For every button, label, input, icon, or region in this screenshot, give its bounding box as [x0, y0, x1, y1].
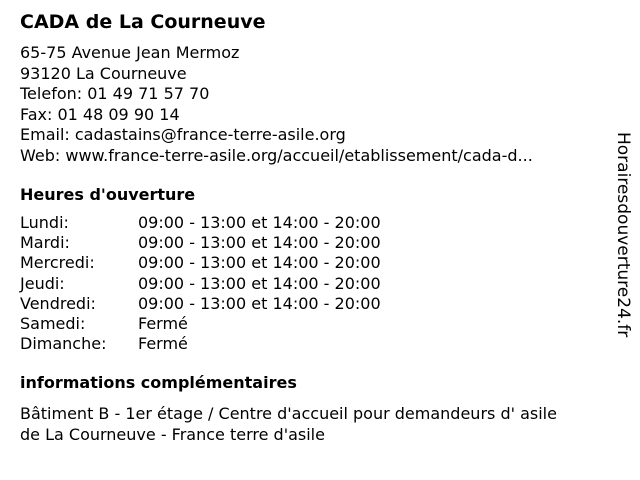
day-hours: 09:00 - 13:00 et 14:00 - 20:00 — [138, 293, 381, 313]
hours-row-monday — [20, 213, 610, 233]
day-label: Jeudi: — [20, 273, 65, 293]
fax-line: Fax: 01 48 09 90 14 — [20, 104, 180, 124]
day-hours: 09:00 - 13:00 et 14:00 - 20:00 — [138, 213, 381, 232]
day-label: Mardi: — [20, 233, 70, 253]
web-line: Web: www.france-terre-asile.org/accueil/etablissement/cada-d... — [20, 145, 533, 165]
phone-line: Telefon: 01 49 71 57 70 — [20, 84, 210, 103]
brand-text: Horairesdouverture24.fr — [613, 132, 633, 338]
hours-table — [20, 213, 610, 354]
day-hours: Fermé — [138, 313, 188, 333]
day-label: Vendredi: — [20, 293, 96, 313]
hours-row-thursday — [20, 274, 610, 294]
contact-block — [20, 43, 610, 166]
day-label: Samedi: — [20, 313, 86, 333]
place-title: CADA de La Courneuve — [20, 11, 266, 33]
hours-row-sunday — [20, 334, 610, 354]
hours-row-tuesday — [20, 233, 610, 253]
info-text: Bâtiment B - 1er étage / Centre d'accueil pour demandeurs d' asile de La Courneuve - France terre d'asile — [20, 404, 557, 445]
day-hours: 09:00 - 13:00 et 14:00 - 20:00 — [138, 253, 381, 273]
day-hours: Fermé — [138, 334, 188, 354]
place-card — [20, 10, 610, 445]
info-heading: informations complémentaires — [20, 373, 297, 393]
address-city: 93120 La Courneuve — [20, 63, 187, 83]
hours-row-saturday — [20, 314, 610, 334]
hours-row-friday — [20, 294, 610, 314]
day-label: Dimanche: — [20, 334, 107, 354]
hours-row-wednesday — [20, 253, 610, 273]
day-hours: 09:00 - 13:00 et 14:00 - 20:00 — [138, 273, 381, 293]
address-street: 65-75 Avenue Jean Mermoz — [20, 43, 240, 62]
day-label: Lundi: — [20, 213, 69, 232]
day-hours: 09:00 - 13:00 et 14:00 - 20:00 — [138, 233, 381, 253]
hours-heading: Heures d'ouverture — [20, 185, 196, 204]
email-line: Email: cadastains@france-terre-asile.org — [20, 125, 346, 144]
day-label: Mercredi: — [20, 253, 95, 273]
brand-watermark — [612, 132, 636, 372]
